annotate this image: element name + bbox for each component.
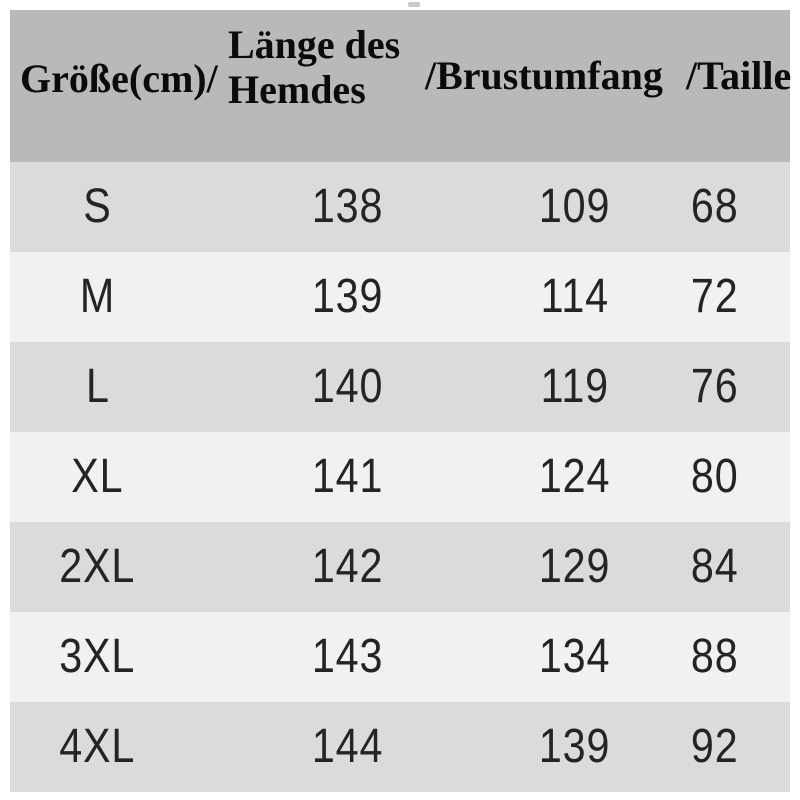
header-col-length-line1: Länge des [228, 22, 401, 67]
cell-chest: 139 [539, 720, 611, 773]
header-col-length-line2: Hemdes [228, 67, 366, 113]
cell-waist: 80 [691, 450, 739, 503]
header-col-waist: /Taille [686, 53, 792, 98]
cell-waist: 68 [691, 180, 739, 233]
cell-chest: 114 [540, 270, 610, 323]
cell-chest: 109 [539, 180, 611, 233]
cell-chest: 134 [539, 630, 611, 683]
header-col-size: Größe(cm)/ [20, 56, 218, 101]
table-row-2xl [10, 522, 790, 612]
table-row-xl [10, 432, 790, 522]
cell-waist: 92 [691, 720, 739, 773]
table-row-s [10, 162, 790, 252]
cell-length: 140 [311, 360, 384, 413]
cell-size: XL [71, 450, 124, 503]
cell-length: 139 [311, 270, 384, 323]
cell-waist: 72 [691, 270, 739, 323]
cell-chest: 119 [540, 360, 610, 413]
table-body [10, 162, 790, 792]
table-row-m [10, 252, 790, 342]
cell-chest: 124 [539, 450, 611, 503]
size-chart-table [10, 10, 790, 792]
cell-size: S [83, 180, 112, 233]
cell-waist: 84 [691, 540, 739, 593]
cell-size: 4XL [59, 720, 136, 773]
cell-waist: 88 [691, 630, 739, 683]
table-row-l [10, 342, 790, 432]
header-col-length [228, 22, 400, 112]
cell-size: 3XL [59, 630, 136, 683]
cell-length: 138 [311, 180, 384, 233]
scan-artifact [408, 2, 420, 7]
cell-chest: 129 [539, 540, 611, 593]
cell-length: 144 [311, 720, 384, 773]
cell-size: L [85, 360, 110, 413]
cell-length: 142 [311, 540, 384, 593]
cell-length: 143 [311, 630, 384, 683]
table-row-4xl [10, 702, 790, 792]
header-col-chest: /Brustumfang [425, 53, 663, 98]
cell-length: 141 [311, 450, 384, 503]
cell-waist: 76 [691, 360, 739, 413]
cell-size: M [79, 270, 116, 323]
table-row-3xl [10, 612, 790, 702]
cell-size: 2XL [59, 540, 136, 593]
table-header [10, 10, 790, 162]
